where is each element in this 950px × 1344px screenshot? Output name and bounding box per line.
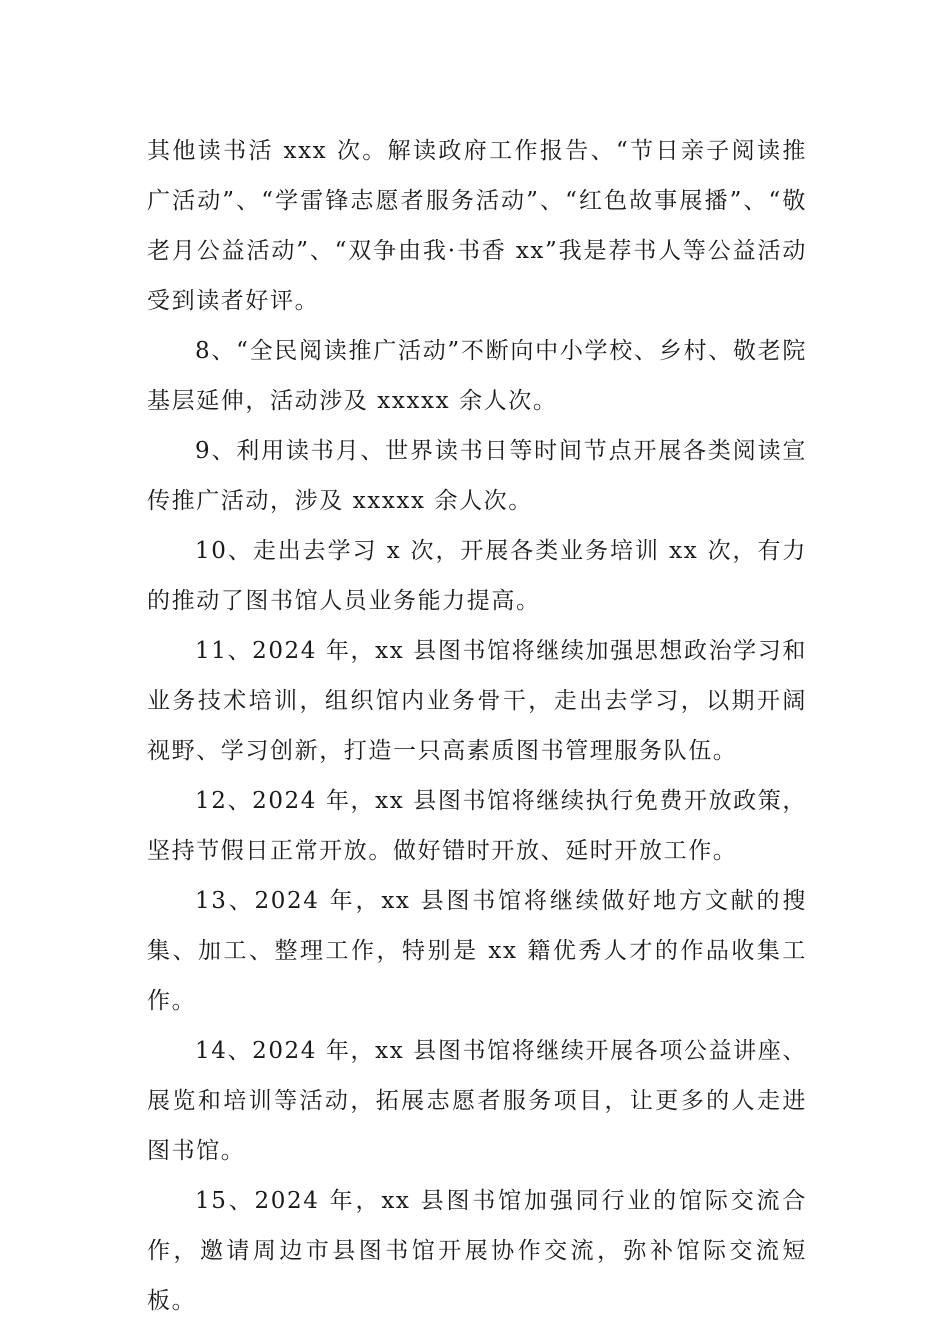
paragraph-item-14: 14、2024 年，xx 县图书馆将继续开展各项公益讲座、展览和培训等活动，拓展志愿者服务项目，让更多的人走进图书馆。 bbox=[147, 1038, 807, 1164]
paragraph-item-10: 10、走出去学习 x 次，开展各类业务培训 xx 次，有力的推动了图书馆人员业务能力提高。 bbox=[147, 538, 807, 614]
document-body bbox=[147, 126, 807, 1326]
paragraph-item-8: 8、“全民阅读推广活动”不断向中小学校、乡村、敬老院基层延伸，活动涉及 xxxxx 余人次。 bbox=[147, 338, 807, 414]
paragraph-item-15: 15、2024 年，xx 县图书馆加强同行业的馆际交流合作，邀请周边市县图书馆开展协作交流，弥补馆际交流短板。 bbox=[147, 1188, 807, 1314]
paragraph-item-11: 11、2024 年，xx 县图书馆将继续加强思想政治学习和业务技术培训，组织馆内业务骨干，走出去学习，以期开阔视野、学习创新，打造一只高素质图书管理服务队伍。 bbox=[147, 638, 807, 764]
paragraph-continuation: 其他读书活 xxx 次。解读政府工作报告、“节日亲子阅读推广活动”、“学雷锋志愿者服务活动”、“红色故事展播”、“敬老月公益活动”、“双争由我·书香 xx”我是荐书人等公益活动受到读者好评。 bbox=[147, 138, 807, 314]
paragraph-item-9: 9、利用读书月、世界读书日等时间节点开展各类阅读宣传推广活动，涉及 xxxxx 余人次。 bbox=[147, 438, 807, 514]
paragraph-item-13: 13、2024 年，xx 县图书馆将继续做好地方文献的搜集、加工、整理工作，特别是 xx 籍优秀人才的作品收集工作。 bbox=[147, 888, 807, 1014]
paragraph-item-12: 12、2024 年，xx 县图书馆将继续执行免费开放政策，坚持节假日正常开放。做好错时开放、延时开放工作。 bbox=[147, 788, 807, 864]
